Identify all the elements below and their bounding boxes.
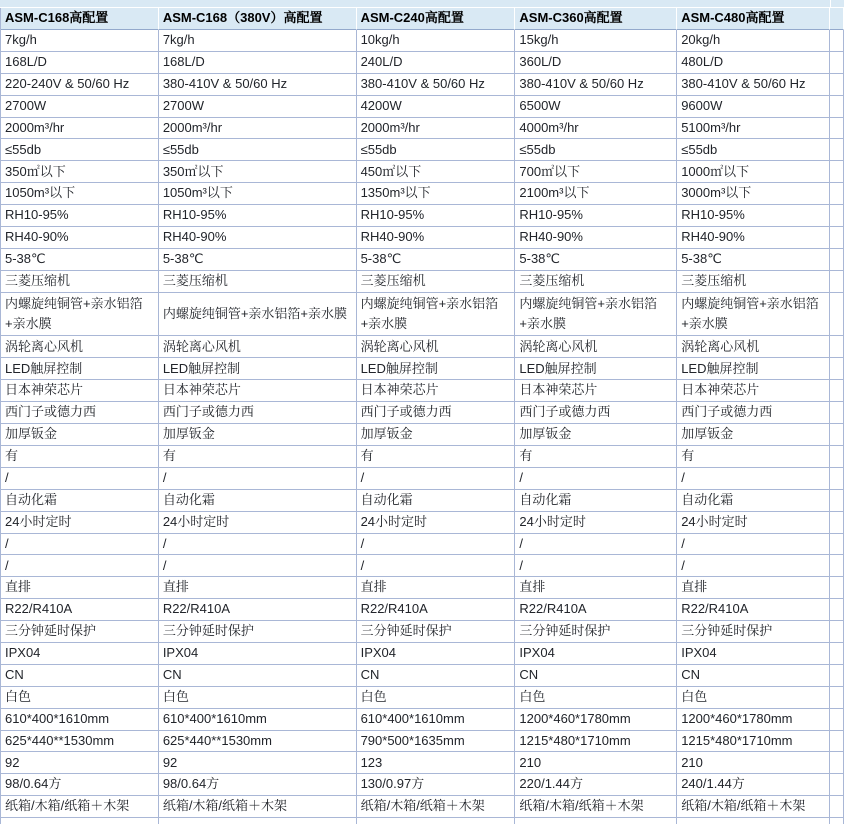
table-cell: 24小时定时 — [515, 512, 677, 534]
table-cell: 有 — [1, 446, 159, 468]
table-cell-clipped — [830, 74, 844, 96]
table-cell: 自动化霜 — [515, 490, 677, 512]
table-cell-clipped — [830, 161, 844, 183]
table-cell: 7kg/h — [1, 30, 159, 52]
spec-row — [1, 74, 844, 96]
table-cell: LED触屏控制 — [357, 358, 516, 380]
table-cell: 1000㎡以下 — [677, 161, 830, 183]
spec-row — [1, 687, 844, 709]
table-cell: 790*500*1635mm — [357, 731, 516, 753]
table-cell: 西门子或德力西 — [1, 402, 159, 424]
table-cell: 450㎡以下 — [357, 161, 516, 183]
table-cell-clipped — [830, 227, 844, 249]
spec-table-body — [1, 30, 844, 824]
table-cell: 2100m³以下 — [515, 183, 677, 205]
spec-row — [1, 52, 844, 74]
table-cell: 168L/D — [159, 52, 357, 74]
table-cell: 自动化霜 — [677, 490, 830, 512]
table-cell: 涡轮离心风机 — [515, 336, 677, 358]
spec-row — [1, 534, 844, 556]
table-cell: RH10-95% — [1, 205, 159, 227]
table-cell: 加厚钣金 — [677, 424, 830, 446]
table-cell: 2000m³/hr — [159, 118, 357, 140]
table-cell: 610*400*1610mm — [159, 709, 357, 731]
table-cell: 210 — [677, 752, 830, 774]
table-cell: 6500W — [515, 96, 677, 118]
spec-row — [1, 621, 844, 643]
spec-row — [1, 665, 844, 687]
table-cell: 20kg/h — [677, 30, 830, 52]
table-cell: IPX04 — [357, 643, 516, 665]
table-cell: 700㎡以下 — [515, 161, 677, 183]
table-cell: 1215*480*1710mm — [515, 731, 677, 753]
table-cell: ≤55db — [1, 139, 159, 161]
table-cell: 4200W — [357, 96, 516, 118]
spec-row — [1, 468, 844, 490]
table-cell: RH40-90% — [159, 227, 357, 249]
table-cell: RH40-90% — [357, 227, 516, 249]
partial-row-below-table — [1, 818, 844, 824]
table-cell: 日本神荣芯片 — [159, 380, 357, 402]
table-cell: / — [677, 555, 830, 577]
table-cell: 三菱压缩机 — [1, 271, 159, 293]
table-cell: 98/0.64方 — [1, 774, 159, 796]
table-cell: CN — [357, 665, 516, 687]
spec-row — [1, 731, 844, 753]
spec-row — [1, 577, 844, 599]
gridline-notch — [830, 0, 831, 7]
spec-row — [1, 30, 844, 52]
table-cell: 三菱压缩机 — [515, 271, 677, 293]
spec-row — [1, 118, 844, 140]
table-cell-clipped — [830, 402, 844, 424]
table-cell: R22/R410A — [677, 599, 830, 621]
table-cell: 380-410V & 50/60 Hz — [677, 74, 830, 96]
table-cell: 三分钟延时保护 — [159, 621, 357, 643]
table-cell: 直排 — [677, 577, 830, 599]
table-cell: 2700W — [1, 96, 159, 118]
table-cell-clipped — [830, 358, 844, 380]
table-cell: 625*440**1530mm — [1, 731, 159, 753]
table-cell: 480L/D — [677, 52, 830, 74]
table-cell-clipped — [830, 490, 844, 512]
table-cell: / — [677, 468, 830, 490]
table-cell: LED触屏控制 — [677, 358, 830, 380]
table-cell: 610*400*1610mm — [1, 709, 159, 731]
table-cell: 92 — [1, 752, 159, 774]
spec-row — [1, 774, 844, 796]
table-cell: 1200*460*1780mm — [515, 709, 677, 731]
table-cell: / — [1, 555, 159, 577]
table-cell: 直排 — [159, 577, 357, 599]
table-cell: 3000m³以下 — [677, 183, 830, 205]
spec-row — [1, 205, 844, 227]
table-cell: 白色 — [515, 687, 677, 709]
table-cell: 内螺旋纯铜管+亲水铝箔+亲水膜 — [515, 293, 677, 337]
table-cell: 内螺旋纯铜管+亲水铝箔+亲水膜 — [159, 293, 357, 337]
table-cell: 直排 — [357, 577, 516, 599]
table-cell-empty — [830, 818, 844, 824]
table-cell-empty — [159, 818, 357, 824]
table-cell-clipped — [830, 183, 844, 205]
table-cell: 350㎡以下 — [159, 161, 357, 183]
table-cell: / — [159, 555, 357, 577]
table-cell: / — [357, 534, 516, 556]
table-cell-clipped — [830, 424, 844, 446]
table-cell: 2000m³/hr — [1, 118, 159, 140]
table-cell-empty — [677, 818, 830, 824]
table-cell: 日本神荣芯片 — [1, 380, 159, 402]
spec-table-header-row — [1, 8, 844, 30]
table-cell: / — [357, 468, 516, 490]
table-cell-clipped — [830, 555, 844, 577]
table-cell: 加厚钣金 — [1, 424, 159, 446]
table-cell: 24小时定时 — [357, 512, 516, 534]
table-cell: CN — [159, 665, 357, 687]
table-cell: 白色 — [357, 687, 516, 709]
table-cell: 日本神荣芯片 — [357, 380, 516, 402]
table-cell-clipped — [830, 205, 844, 227]
table-cell: 210 — [515, 752, 677, 774]
spec-row — [1, 512, 844, 534]
table-cell-clipped — [830, 139, 844, 161]
spec-row — [1, 96, 844, 118]
table-cell: 西门子或德力西 — [677, 402, 830, 424]
table-cell: 三分钟延时保护 — [357, 621, 516, 643]
table-cell: 纸箱/木箱/纸箱＋木架 — [677, 796, 830, 818]
table-cell-clipped — [830, 336, 844, 358]
table-cell: 内螺旋纯铜管+亲水铝箔+亲水膜 — [1, 293, 159, 337]
table-cell: / — [357, 555, 516, 577]
table-cell: RH10-95% — [357, 205, 516, 227]
table-cell: 2700W — [159, 96, 357, 118]
table-cell: IPX04 — [677, 643, 830, 665]
table-cell-clipped — [830, 446, 844, 468]
table-cell: 日本神荣芯片 — [677, 380, 830, 402]
header-cell-model-c360: ASM-C360高配置 — [515, 8, 677, 30]
table-cell: IPX04 — [159, 643, 357, 665]
table-cell: CN — [1, 665, 159, 687]
table-cell: R22/R410A — [159, 599, 357, 621]
spec-table — [0, 8, 844, 824]
table-cell: 1050m³以下 — [159, 183, 357, 205]
table-cell: 1215*480*1710mm — [677, 731, 830, 753]
table-cell: 380-410V & 50/60 Hz — [159, 74, 357, 96]
header-cell-clipped — [830, 8, 844, 30]
table-cell: 直排 — [515, 577, 677, 599]
table-cell: IPX04 — [515, 643, 677, 665]
table-cell: 610*400*1610mm — [357, 709, 516, 731]
header-cell-model-c168: ASM-C168高配置 — [1, 8, 159, 30]
table-cell-clipped — [830, 118, 844, 140]
table-cell-clipped — [830, 709, 844, 731]
spec-row — [1, 183, 844, 205]
spec-row — [1, 599, 844, 621]
table-cell: 1200*460*1780mm — [677, 709, 830, 731]
table-cell: 加厚钣金 — [515, 424, 677, 446]
table-cell: 涡轮离心风机 — [677, 336, 830, 358]
table-cell: / — [1, 468, 159, 490]
table-cell: / — [515, 468, 677, 490]
table-cell: / — [1, 534, 159, 556]
table-cell: 涡轮离心风机 — [1, 336, 159, 358]
table-cell: 纸箱/木箱/纸箱＋木架 — [159, 796, 357, 818]
table-cell: 1350m³以下 — [357, 183, 516, 205]
table-cell: 10kg/h — [357, 30, 516, 52]
table-cell: LED触屏控制 — [515, 358, 677, 380]
table-cell: 24小时定时 — [1, 512, 159, 534]
table-cell: 5-38℃ — [357, 249, 516, 271]
table-cell: 有 — [357, 446, 516, 468]
table-cell-clipped — [830, 643, 844, 665]
table-cell: LED触屏控制 — [1, 358, 159, 380]
spec-row — [1, 139, 844, 161]
table-cell: 有 — [515, 446, 677, 468]
spec-row — [1, 402, 844, 424]
table-cell: 白色 — [677, 687, 830, 709]
table-cell-clipped — [830, 271, 844, 293]
table-cell: 24小时定时 — [677, 512, 830, 534]
table-cell-clipped — [830, 52, 844, 74]
partial-row-above-header — [0, 0, 844, 7]
spec-row — [1, 293, 844, 337]
table-cell: 内螺旋纯铜管+亲水铝箔+亲水膜 — [677, 293, 830, 337]
table-cell: 5-38℃ — [677, 249, 830, 271]
table-cell: 360L/D — [515, 52, 677, 74]
table-cell: / — [159, 534, 357, 556]
table-cell: 白色 — [159, 687, 357, 709]
spec-row — [1, 643, 844, 665]
table-cell: 自动化霜 — [357, 490, 516, 512]
table-cell: / — [677, 534, 830, 556]
table-cell: 5-38℃ — [159, 249, 357, 271]
table-cell: 自动化霜 — [1, 490, 159, 512]
table-cell: 日本神荣芯片 — [515, 380, 677, 402]
table-cell: LED触屏控制 — [159, 358, 357, 380]
table-cell: RH10-95% — [159, 205, 357, 227]
table-cell: / — [515, 534, 677, 556]
table-cell: 625*440**1530mm — [159, 731, 357, 753]
table-cell: 130/0.97方 — [357, 774, 516, 796]
table-cell-clipped — [830, 621, 844, 643]
table-cell-clipped — [830, 249, 844, 271]
table-cell: ≤55db — [515, 139, 677, 161]
table-cell: 168L/D — [1, 52, 159, 74]
table-cell: 白色 — [1, 687, 159, 709]
table-cell: R22/R410A — [357, 599, 516, 621]
spec-row — [1, 424, 844, 446]
table-cell: 纸箱/木箱/纸箱＋木架 — [515, 796, 677, 818]
table-cell: 自动化霜 — [159, 490, 357, 512]
table-cell-clipped — [830, 96, 844, 118]
table-cell: 1050m³以下 — [1, 183, 159, 205]
spec-row — [1, 336, 844, 358]
spec-row — [1, 358, 844, 380]
table-cell: 直排 — [1, 577, 159, 599]
table-cell: 92 — [159, 752, 357, 774]
table-cell: 123 — [357, 752, 516, 774]
table-cell-clipped — [830, 534, 844, 556]
table-cell-clipped — [830, 796, 844, 818]
table-cell-clipped — [830, 687, 844, 709]
table-cell: 350㎡以下 — [1, 161, 159, 183]
table-cell: 三分钟延时保护 — [515, 621, 677, 643]
table-cell: RH40-90% — [677, 227, 830, 249]
table-cell-clipped — [830, 468, 844, 490]
spec-row — [1, 796, 844, 818]
spec-row — [1, 709, 844, 731]
table-cell: 纸箱/木箱/纸箱＋木架 — [1, 796, 159, 818]
table-cell: CN — [515, 665, 677, 687]
spec-row — [1, 490, 844, 512]
table-cell-clipped — [830, 774, 844, 796]
spec-row — [1, 752, 844, 774]
table-cell-clipped — [830, 293, 844, 337]
table-cell-clipped — [830, 599, 844, 621]
spec-row — [1, 446, 844, 468]
table-cell: RH40-90% — [515, 227, 677, 249]
table-cell: 5-38℃ — [515, 249, 677, 271]
table-cell: 5100m³/hr — [677, 118, 830, 140]
table-cell: 220-240V & 50/60 Hz — [1, 74, 159, 96]
table-cell-empty — [357, 818, 516, 824]
table-cell: 有 — [677, 446, 830, 468]
table-cell-clipped — [830, 30, 844, 52]
header-cell-model-c168-380v: ASM-C168（380V）高配置 — [159, 8, 357, 30]
table-cell: 5-38℃ — [1, 249, 159, 271]
table-cell: 4000m³/hr — [515, 118, 677, 140]
table-cell-clipped — [830, 665, 844, 687]
table-cell: 98/0.64方 — [159, 774, 357, 796]
table-cell: 380-410V & 50/60 Hz — [357, 74, 516, 96]
table-cell: R22/R410A — [515, 599, 677, 621]
table-cell: R22/R410A — [1, 599, 159, 621]
header-cell-model-c480: ASM-C480高配置 — [677, 8, 830, 30]
table-cell: 加厚钣金 — [357, 424, 516, 446]
table-cell: 三菱压缩机 — [159, 271, 357, 293]
table-cell-empty — [515, 818, 677, 824]
spec-row — [1, 249, 844, 271]
table-cell: RH10-95% — [515, 205, 677, 227]
table-cell: 24小时定时 — [159, 512, 357, 534]
table-cell: 三菱压缩机 — [677, 271, 830, 293]
table-cell: ≤55db — [159, 139, 357, 161]
table-cell: / — [159, 468, 357, 490]
table-cell-clipped — [830, 752, 844, 774]
table-cell-clipped — [830, 731, 844, 753]
table-cell: 内螺旋纯铜管+亲水铝箔+亲水膜 — [357, 293, 516, 337]
spec-row — [1, 161, 844, 183]
table-cell: 西门子或德力西 — [357, 402, 516, 424]
table-cell: 西门子或德力西 — [515, 402, 677, 424]
table-cell: 有 — [159, 446, 357, 468]
table-cell: 涡轮离心风机 — [159, 336, 357, 358]
table-cell: 240L/D — [357, 52, 516, 74]
table-cell: 三分钟延时保护 — [1, 621, 159, 643]
spec-row — [1, 227, 844, 249]
table-cell: 涡轮离心风机 — [357, 336, 516, 358]
table-cell: 240/1.44方 — [677, 774, 830, 796]
table-cell-empty — [1, 818, 159, 824]
table-cell-clipped — [830, 577, 844, 599]
table-cell: 三分钟延时保护 — [677, 621, 830, 643]
spec-row — [1, 271, 844, 293]
table-cell-clipped — [830, 512, 844, 534]
table-cell: 7kg/h — [159, 30, 357, 52]
table-cell: RH10-95% — [677, 205, 830, 227]
table-cell: IPX04 — [1, 643, 159, 665]
table-cell: 380-410V & 50/60 Hz — [515, 74, 677, 96]
table-cell: 220/1.44方 — [515, 774, 677, 796]
table-cell: 加厚钣金 — [159, 424, 357, 446]
table-cell: 2000m³/hr — [357, 118, 516, 140]
spec-row — [1, 555, 844, 577]
table-cell: 9600W — [677, 96, 830, 118]
table-cell: 纸箱/木箱/纸箱＋木架 — [357, 796, 516, 818]
table-cell: 15kg/h — [515, 30, 677, 52]
table-cell: 三菱压缩机 — [357, 271, 516, 293]
table-cell: / — [515, 555, 677, 577]
table-cell: ≤55db — [677, 139, 830, 161]
table-cell-clipped — [830, 380, 844, 402]
table-cell: 西门子或德力西 — [159, 402, 357, 424]
spec-row — [1, 380, 844, 402]
table-cell: ≤55db — [357, 139, 516, 161]
table-cell: RH40-90% — [1, 227, 159, 249]
table-cell: CN — [677, 665, 830, 687]
header-cell-model-c240: ASM-C240高配置 — [357, 8, 516, 30]
